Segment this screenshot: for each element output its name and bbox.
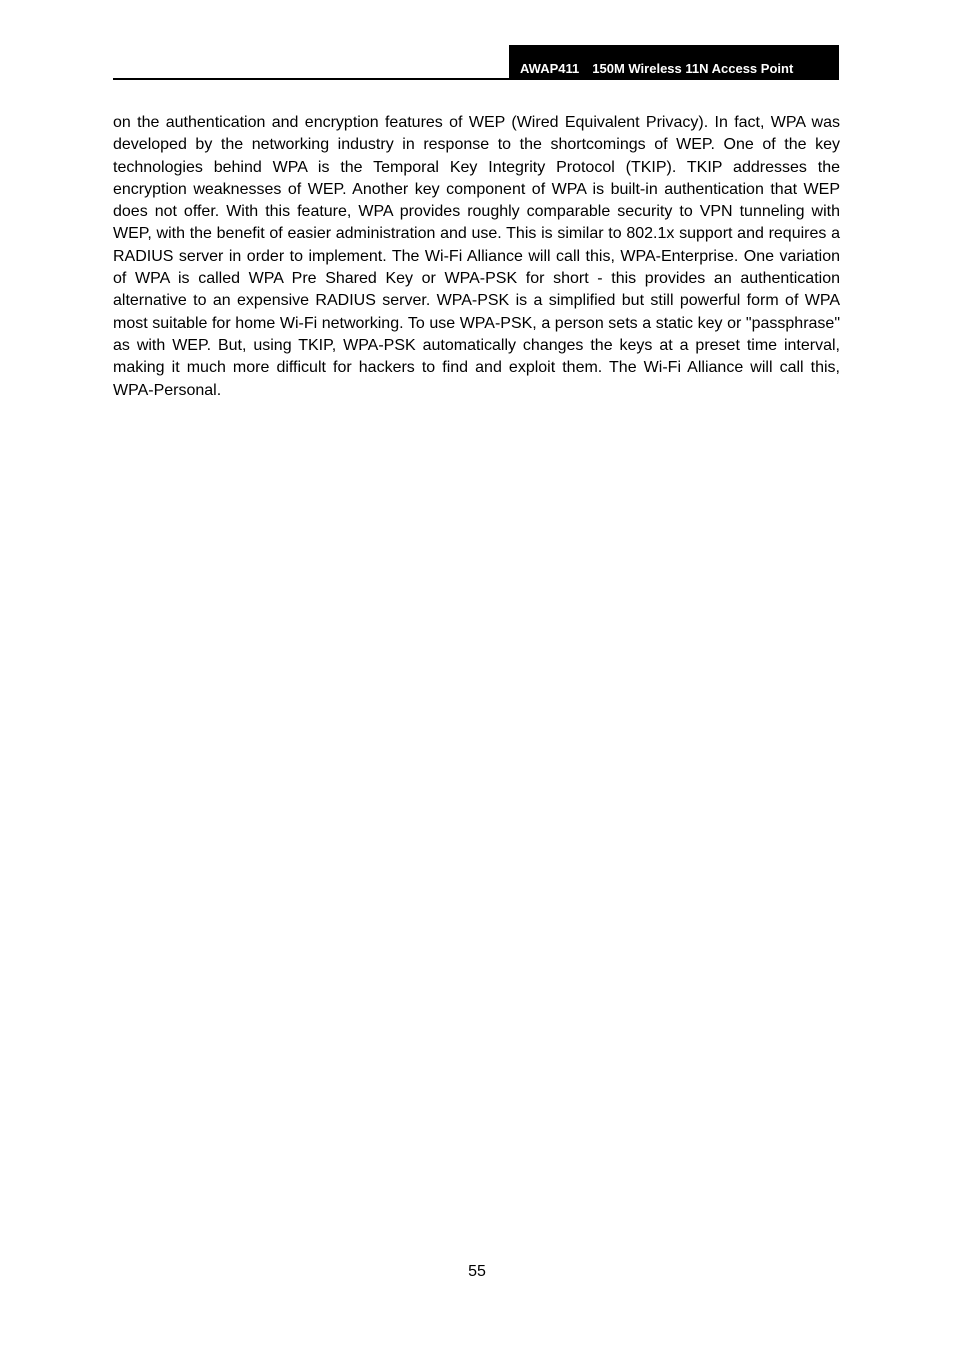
page-number: 55 <box>468 1263 486 1280</box>
running-header <box>509 45 839 79</box>
body-paragraph: on the authentication and encryption features of WEP (Wired Equivalent Privacy). In fact, WPA was developed by the networking industry in response to the shortcomings of WEP. One of the key technologies behind WPA is the Temporal Key Integrity Protocol (TKIP). TKIP addresses the encryption weaknesses of WEP. Another key component of WPA is built-in authentication that WEP does not offer. With this feature, WPA provides roughly comparable security to VPN tunneling with WEP, with the benefit of easier administration and use. This is similar to 802.1x support and requires a RADIUS server in order to implement. The Wi-Fi Alliance will call this, WPA-Enterprise. One variation of WPA is called WPA Pre Shared Key or WPA-PSK for short - this provides an authentication alternative to an expensive RADIUS server. WPA-PSK is a simplified but still powerful form of WPA most suitable for home Wi-Fi networking. To use WPA-PSK, a person sets a static key or "passphrase" as with WEP. But, using TKIP, WPA-PSK automatically changes the keys at a preset time interval, making it much more difficult for hackers to find and exploit them. The Wi-Fi Alliance will call this, WPA-Personal. <box>113 114 840 399</box>
header-product-title: 150M Wireless 11N Access Point <box>592 61 794 76</box>
header-product-model: AWAP411 <box>520 61 580 76</box>
